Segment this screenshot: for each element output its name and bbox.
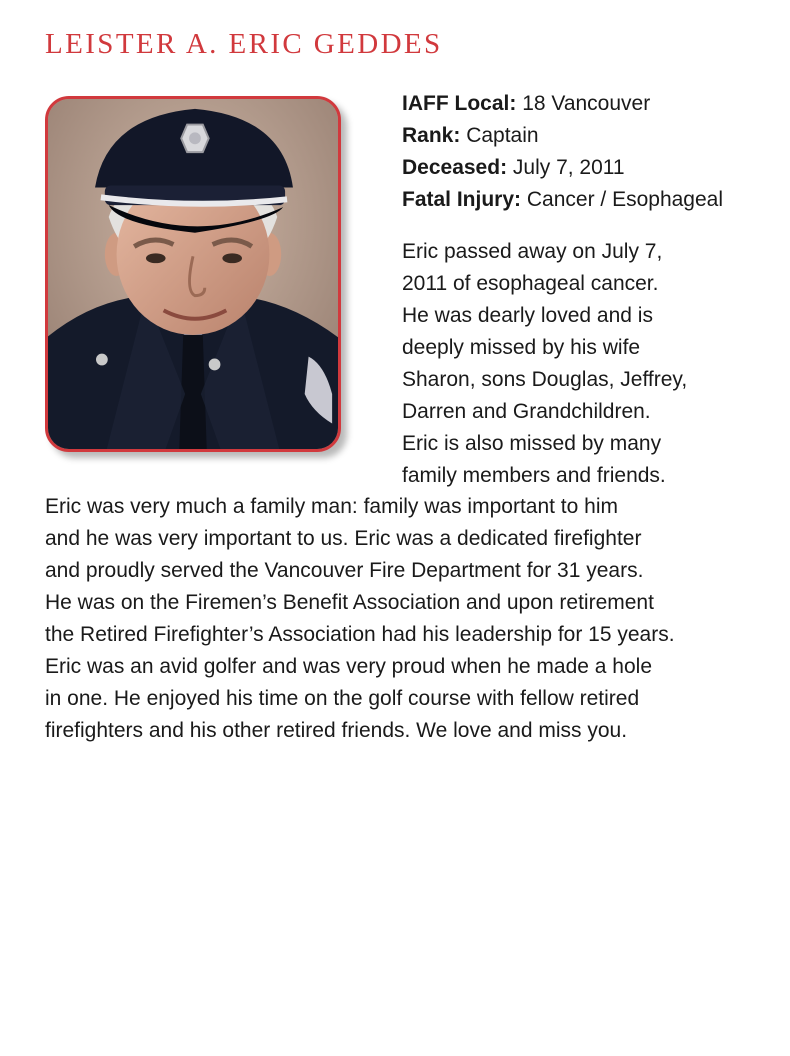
body-line: the Retired Firefighter’s Association had his leadership for 15 years.: [45, 623, 675, 646]
fact-label: Deceased:: [402, 156, 508, 179]
body-line: and proudly served the Vancouver Fire Department for 31 years.: [45, 559, 644, 582]
fact-label: Fatal Injury:: [402, 188, 522, 211]
memorial-name-title: LEISTER A. ERIC GEDDES: [45, 28, 443, 60]
intro-line: Darren and Grandchildren.: [402, 400, 651, 423]
intro-line: He was dearly loved and is: [402, 304, 653, 327]
body-line: in one. He enjoyed his time on the golf course with fellow retired: [45, 687, 640, 710]
intro-paragraph: [402, 236, 742, 492]
firefighter-portrait-image: [48, 99, 338, 449]
fact-deceased: [402, 152, 762, 184]
fact-value: Cancer / Esophageal: [526, 188, 724, 211]
fact-value: Captain: [466, 124, 539, 147]
body-line: He was on the Firemen’s Benefit Association and upon retirement: [45, 591, 654, 614]
body-line: firefighters and his other retired friends. We love and miss you.: [45, 719, 628, 742]
intro-line: 2011 of esophageal cancer.: [402, 272, 659, 295]
fact-list: [402, 88, 762, 216]
fact-label: Rank:: [402, 124, 461, 147]
body-line: Eric was an avid golfer and was very proud when he made a hole: [45, 655, 653, 678]
portrait-photo: [45, 96, 341, 452]
intro-line: Eric passed away on July 7,: [402, 240, 663, 263]
biography-paragraph: [45, 491, 765, 747]
fact-value: July 7, 2011: [512, 156, 625, 179]
body-line: and he was very important to us. Eric was a dedicated firefighter: [45, 527, 642, 550]
body-line: Eric was very much a family man: family was important to him: [45, 495, 618, 518]
fact-iaff-local: [402, 88, 762, 120]
intro-line: Eric is also missed by many: [402, 432, 662, 455]
fact-label: IAFF Local:: [402, 92, 517, 115]
fact-rank: [402, 120, 762, 152]
intro-line: family members and friends.: [402, 464, 666, 487]
fact-fatal-injury: [402, 184, 762, 216]
intro-line: deeply missed by his wife: [402, 336, 641, 359]
intro-line: Sharon, sons Douglas, Jeffrey,: [402, 368, 688, 391]
fact-value: 18 Vancouver: [522, 92, 651, 115]
